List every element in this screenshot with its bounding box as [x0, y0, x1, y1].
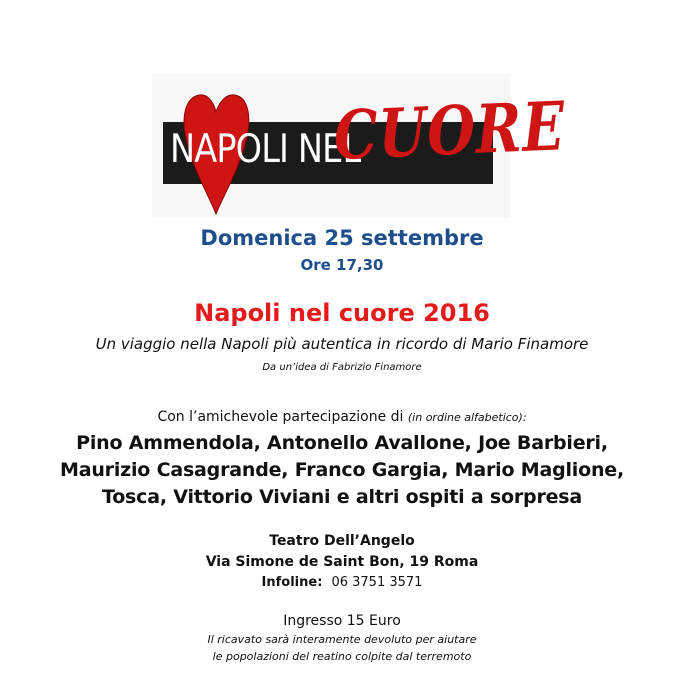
- ticket-price: Ingresso 15 Euro: [283, 613, 401, 629]
- artists-line: Tosca, Vittorio Viviani e altri ospiti a sorpresa: [101, 486, 583, 508]
- artists-line: Pino Ammendola, Antonello Avallone, Joe Barbieri,: [76, 432, 608, 454]
- event-subtitle: Un viaggio nella Napoli più autentica in ricordo di Mario Finamore: [95, 335, 589, 353]
- infoline-number: 06 3751 3571: [331, 575, 423, 590]
- event-time: Ore 17,30: [300, 256, 384, 274]
- event-logo: [152, 74, 567, 218]
- infoline: [0, 575, 684, 590]
- artists-line: Maurizio Casagrande, Franco Gargia, Mario Maglione,: [60, 459, 624, 481]
- event-title: Napoli nel cuore 2016: [194, 299, 490, 327]
- participation-intro: [0, 409, 684, 425]
- logo-text-napoli-nel: NAPOLI NEL: [170, 127, 361, 172]
- charity-note: le popolazioni del reatino colpite dal terremoto: [212, 650, 472, 663]
- participation-intro-text: Con l’amichevole partecipazione di: [157, 409, 404, 425]
- infoline-label: Infoline:: [261, 575, 323, 590]
- logo-text-cuore: CUORE: [332, 86, 567, 175]
- event-idea-credit: Da un’idea di Fabrizio Finamore: [262, 362, 422, 373]
- event-date: Domenica 25 settembre: [200, 226, 484, 250]
- participation-order-note: (in ordine alfabetico):: [407, 411, 527, 424]
- venue-address: Via Simone de Saint Bon, 19 Roma: [205, 554, 479, 570]
- venue-name: Teatro Dell’Angelo: [269, 533, 415, 549]
- charity-note: Il ricavato sarà interamente devoluto per aiutare: [207, 633, 477, 646]
